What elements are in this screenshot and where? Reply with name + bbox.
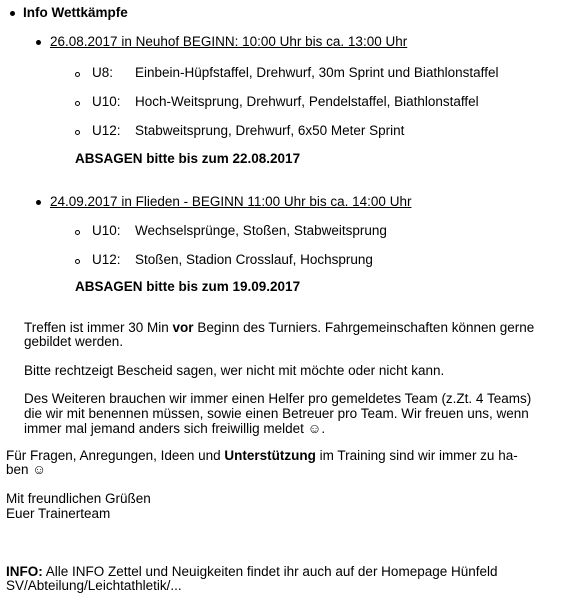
info-line-2: SV/Abteilung/Leichtathletik/... [6,578,182,593]
page-heading: Info Wettkämpfe [23,5,128,20]
closing-greeting: Mit freundlichen Grüßen [6,491,151,506]
event-2-date: 24.09.2017 in Flieden - BEGINN 11:00 Uhr bis ca. 14:00 Uhr [50,194,412,209]
helpers-line-1: Des Weiteren brauchen wir immer einen Helfer pro gemeldetes Team (z.Zt. 4 Teams) [24,391,532,406]
closing-signature: Euer Trainerteam [6,506,111,521]
meeting-emphasis: vor [172,320,194,335]
event-2-item-2-text: Stoßen, Stadion Crosslauf, Hochsprung [135,252,373,267]
event-1-item-2-text: Hoch-Weitsprung, Drehwurf, Pendelstaffel, Biathlonstaffel [135,94,479,109]
questions-emphasis: Unterstützung [224,448,316,463]
event-2-cancel-note: ABSAGEN bitte bis zum 19.09.2017 [75,279,301,294]
event-1-item-3 [92,123,404,139]
event-1-item-1-bullet [75,72,80,77]
event-1-item-2 [92,94,479,110]
event-1-item-2-code: U10: [92,94,121,109]
helpers-line-3: immer mal jemand anders sich freiwillig meldet ☺. [24,421,326,436]
event-1-item-3-text: Stabweitsprung, Drehwurf, 6x50 Meter Sprint [135,123,405,138]
questions-text-a: Für Fragen, Anregungen, Ideen und [6,448,225,463]
event-2-item-2-code: U12: [92,252,121,267]
event-1-item-1-code: U8: [92,65,114,80]
event-2-item-1-code: U10: [92,223,121,238]
info-text: Alle INFO Zettel und Neuigkeiten findet ihr auch auf der Homepage Hünfeld [42,564,498,579]
event-1-item-1 [92,65,498,81]
event-1-date: 26.08.2017 in Neuhof BEGINN: 10:00 Uhr bis ca. 13:00 Uhr [50,34,408,49]
questions-text-b: im Training sind wir immer zu ha- [315,448,518,463]
meeting-line-2: gebildet werden. [24,334,124,349]
helpers-line-2: die wir mit benennen müssen, sowie einen Betreuer pro Team. Wir freuen uns, wenn [24,406,529,421]
event-1-item-2-bullet [75,101,80,106]
questions-line-2: ben ☺ [6,462,47,477]
event-2-item-1-text: Wechselsprünge, Stoßen, Stabweitsprung [135,223,387,238]
event-1-bullet [36,40,41,45]
info-label: INFO: [6,564,43,579]
questions-line-1 [6,448,518,464]
event-1-item-3-bullet [75,130,80,135]
notify-text: Bitte rechtzeigt Bescheid sagen, wer nicht mit möchte oder nicht kann. [24,363,445,378]
heading-bullet [10,11,15,16]
event-1-item-1-text: Einbein-Hüpfstaffel, Drehwurf, 30m Sprint und Biathlonstaffel [135,65,499,80]
meeting-text-a: Treffen ist immer 30 Min [24,320,173,335]
event-2-item-1 [92,223,387,239]
event-2-item-1-bullet [75,230,80,235]
event-2-item-2-bullet [75,259,80,264]
event-2-bullet [36,200,41,205]
event-2-item-2 [92,252,373,268]
meeting-text-b: Beginn des Turniers. Fahrgemeinschaften können gerne [193,320,535,335]
event-1-cancel-note: ABSAGEN bitte bis zum 22.08.2017 [75,151,301,166]
event-1-item-3-code: U12: [92,123,121,138]
